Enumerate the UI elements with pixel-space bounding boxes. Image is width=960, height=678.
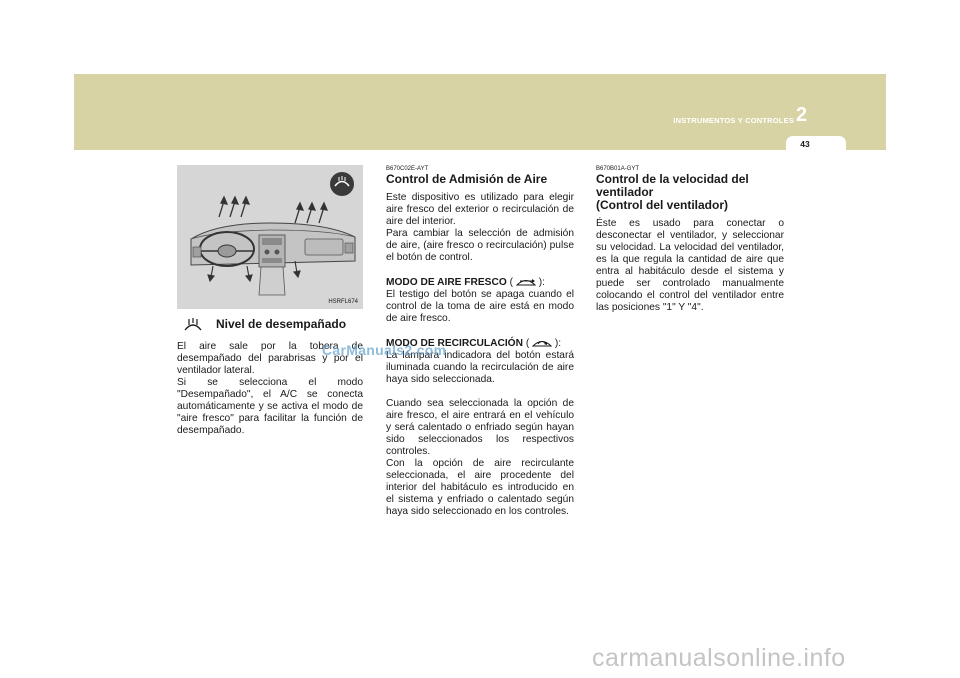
defrost-body-2: Si se selecciona el modo "Desempañado", el A/C se conecta automáticamente y se activa el modo de "aire fresco" para facilitar la función de desempañado.	[177, 377, 363, 436]
recirculation-icon	[532, 337, 552, 347]
airflow-arrows-right	[295, 203, 327, 223]
fresh-mode-title: MODO DE AIRE FRESCO	[386, 277, 507, 288]
fan-subtitle: (Control del ventilador)	[596, 198, 728, 212]
figure-code: HSRFL674	[328, 299, 358, 305]
fresh-air-icon	[516, 276, 536, 286]
fresh-paren-close: ):	[538, 277, 545, 288]
recirc-paren-close: ):	[554, 338, 562, 349]
recirc-paren-open: (	[525, 338, 530, 349]
watermark-top: CarManuals2.com	[322, 342, 447, 358]
fan-body: Éste es usado para conectar o desconectar el ventilador, y seleccionar su velocidad. La velocidad del ventilador, es la que regula la cantidad de aire que entra al habitáculo desde el sistema y puede ser controlado manualmente colocando el control del ventilador entre las posiciones "1" Y "4".	[596, 218, 784, 313]
defrost-icon	[330, 172, 354, 196]
column-right	[596, 165, 784, 314]
dashboard-illustration	[177, 165, 363, 309]
windshield-defrost-icon	[184, 318, 202, 331]
section-number: 2	[796, 104, 808, 126]
dashboard-body	[191, 223, 355, 295]
header-band	[74, 74, 886, 150]
section-label: INSTRUMENTOS Y CONTROLES	[673, 116, 794, 125]
watermark-bottom: carmanualsonline.info	[592, 644, 846, 672]
intake-intro-2: Para cambiar la selección de admisión de aire, (aire fresco o recirculación) pulse el botón de control.	[386, 228, 574, 263]
fresh-mode-body: El testigo del botón se apaga cuando el control de la toma de aire está en modo de aire fresco.	[386, 289, 574, 324]
defrost-body-1: El aire sale por la tobera de desempañado del parabrisas y por el ventilador lateral.	[177, 341, 363, 376]
fan-title: Control de la velocidad del ventilador	[596, 172, 749, 199]
intake-note-2: Con la opción de aire recirculante seleccionada, el aire procedente del interior del habitáculo es introducido en el sistema y enfriado o calentado según haya sido seleccionado en los controles.	[386, 458, 574, 517]
intake-note-1: Cuando sea seleccionada la opción de aire fresco, el aire entrará en el vehículo y será calentado o enfriado según hayan sido seleccionados los respectivos controles.	[386, 398, 574, 457]
defrost-heading	[184, 316, 364, 332]
fresh-mode-heading	[386, 276, 574, 289]
airflow-arrows-left	[219, 197, 249, 217]
dashboard-figure	[177, 165, 363, 309]
recirc-mode-title: MODO DE RECIRCULACIÓN	[386, 338, 523, 349]
fan-code: B670B01A-GYT	[596, 166, 640, 172]
intake-code: B670C02E-AYT	[386, 166, 429, 172]
defrost-title: Nivel de desempañado	[216, 317, 347, 331]
page-number: 43	[800, 139, 810, 149]
recirc-mode-body: La lámpara indicadora del botón estará iluminada cuando la recirculación de aire haya sido seleccionada.	[386, 350, 574, 385]
fresh-paren-open: (	[509, 277, 513, 288]
intake-intro-1: Este dispositivo es utilizado para elegir aire fresco del exterior o recirculación de aire del interior.	[386, 192, 574, 227]
intake-title: Control de Admisión de Aire	[386, 172, 548, 186]
